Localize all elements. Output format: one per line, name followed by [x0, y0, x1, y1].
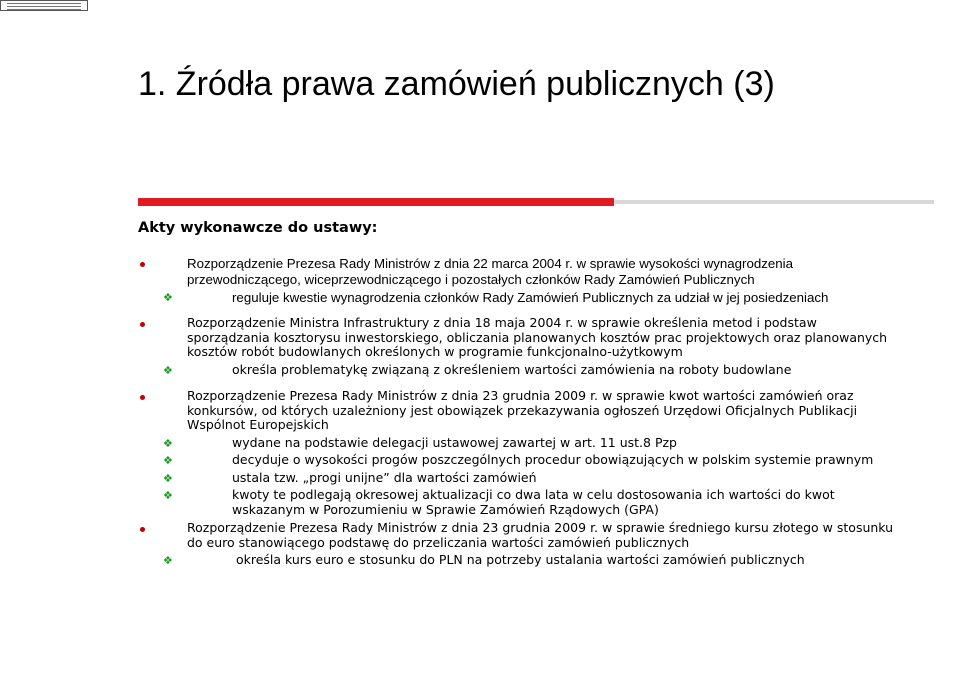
item-line: Rozporządzenie Ministra Infrastruktury z dnia 18 maja 2004 r. w sprawie określenia metod i podstaw: [187, 315, 817, 330]
four-diamond-icon: ❖: [163, 363, 173, 377]
four-diamond-icon: ❖: [163, 436, 173, 450]
sub-list-item: [163, 452, 874, 468]
four-diamond-icon: ❖: [163, 291, 173, 304]
item-line: Rozporządzenie Prezesa Rady Ministrów z dnia 23 grudnia 2009 r. w sprawie średniego kursu złotego w stosunku: [187, 520, 894, 535]
sub-list-item: [163, 487, 873, 517]
sub-list-item: [163, 552, 893, 568]
item-line: konkursów, od których uzależniony jest obowiązek przekazywania ogłoszeń Urzędowi Oficjalnych Publikacji: [187, 402, 858, 418]
sub-item-line: reguluje kwestie wynagrodzenia członków Rady Zamówień Publicznych za udział w jej posiedzeniach: [232, 290, 829, 305]
round-dot-icon: [140, 262, 145, 267]
sub-list-item: [163, 469, 873, 486]
item-line: do euro stanowiącego podstawę do przeliczania wartości zamówień publicznych: [187, 534, 690, 550]
sub-item-line: kwoty te podlegają okresowej aktualizacji co dwa lata w celu dostosowania ich wartości do kwot: [232, 487, 835, 502]
list-item: [163, 315, 888, 379]
title-underline-accent: [138, 198, 614, 206]
item-line: Rozporządzenie Prezesa Rady Ministrów z dnia 22 marca 2004 r. w sprawie wysokości wynagrodzenia: [187, 256, 794, 271]
sub-list-item: [163, 434, 873, 451]
list-item: [163, 256, 829, 308]
four-diamond-icon: ❖: [163, 471, 173, 485]
four-diamond-icon: ❖: [163, 554, 173, 567]
sub-item-line: wskazanym w Porozumieniu w Sprawie Zamówień Rządowych (GPA): [232, 501, 659, 517]
item-line: Wspólnot Europejskich: [187, 417, 329, 432]
sub-item-line: wydane na podstawie delegacji ustawowej zawartej w art. 11 ust.8 Pzp: [232, 434, 677, 450]
item-line: kosztów robót budowlanych określonych w programie funkcjonalno-użytkowym: [187, 344, 683, 359]
four-diamond-icon: ❖: [163, 489, 173, 502]
round-dot-icon: [140, 395, 145, 400]
sub-list-item: [163, 361, 887, 378]
sub-item-line: ustala tzw. „progi unijne” dla wartości zamówień: [232, 469, 537, 485]
item-line: przewodniczącego, wiceprzewodniczącego i pozostałych członków Rady Zamówień Publicznych: [187, 271, 755, 287]
round-dot-icon: [140, 527, 145, 532]
four-diamond-icon: ❖: [163, 454, 173, 467]
item-line: Rozporządzenie Prezesa Rady Ministrów z dnia 23 grudnia 2009 r. w sprawie kwot wartości zamówień oraz: [187, 388, 854, 403]
round-dot-icon: [140, 322, 145, 327]
title-underline-secondary: [614, 200, 934, 204]
list-item: [163, 520, 894, 570]
sub-item-line: określa problematykę związaną z określeniem wartości zamówienia na roboty budowlane: [232, 361, 792, 377]
document-stamp: [0, 0, 88, 11]
list-item: [163, 388, 874, 519]
sub-item-line: określa kurs euro e stosunku do PLN na potrzeby ustalania wartości zamówień publicznych: [232, 552, 805, 567]
page-title: 1. Źródła prawa zamówień publicznych (3): [138, 65, 775, 103]
sub-list-item: [163, 290, 829, 306]
section-heading: Akty wykonawcze do ustawy:: [138, 220, 378, 236]
sub-item-line: decyduje o wysokości progów poszczególnych procedur obowiązujących w polskim systemie prawnym: [232, 452, 874, 467]
item-line: sporządzania kosztorysu inwestorskiego, obliczania planowanych kosztów prac projektowych oraz planowanych: [187, 329, 888, 345]
